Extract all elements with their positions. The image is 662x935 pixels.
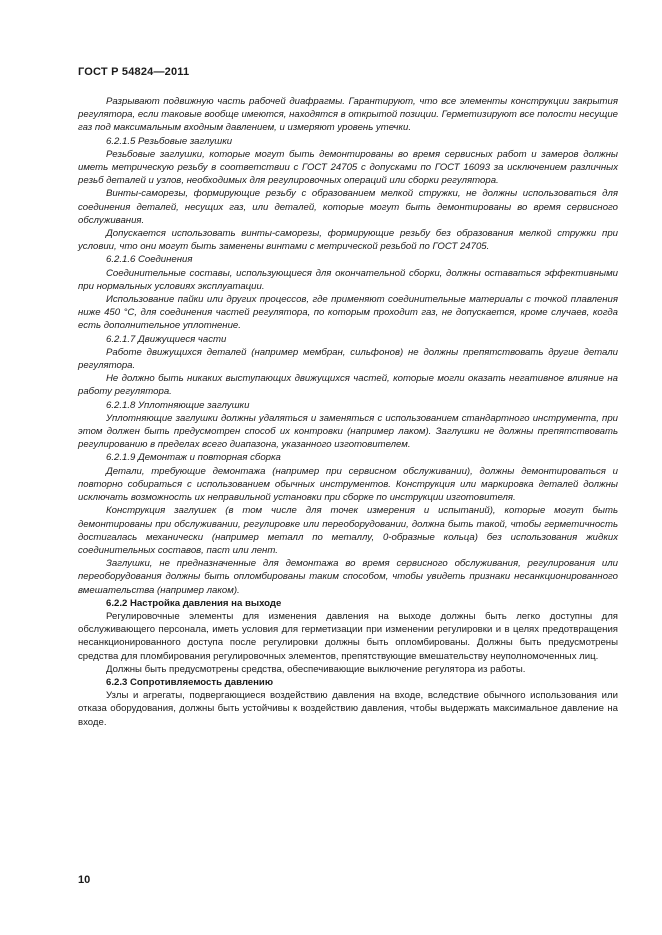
paragraph: Использование пайки или других процессов, где применяют соединительные материалы с точкой плавления ниже 450 °С, для соединения частей регулятора, по которым проходит газ, не допускается, кроме случаев, когда есть дополнительное уплотнение. <box>78 294 618 332</box>
subsection-heading: 6.2.1.8 Уплотняющие заглушки <box>106 399 250 411</box>
subsection-heading: 6.2.1.9 Демонтаж и повторная сборка <box>106 452 281 464</box>
paragraph: Работе движущихся деталей (например мембран, сильфонов) не должны препятствовать другие детали регулятора. <box>78 346 618 372</box>
standard-header: ГОСТ Р 54824—2011 <box>78 66 190 78</box>
paragraph: Регулировочные элементы для изменения давления на выходе должны быть легко доступны для обслуживающего персонала, иметь условия для герметизации при изменении регулировки и в целях предотвращения несанкционированного доступа после регулировки должны быть опломбированы. Должны быть предусмотрены средства для пломбирования регулировочных элементов, препятствующие вмешательству неуполномоченных лиц. <box>78 610 618 662</box>
subsection-heading: 6.2.1.7 Движущиеся части <box>106 333 227 345</box>
paragraph: Заглушки, не предназначенные для демонтажа во время сервисного обслуживания, регулирования или переоборудования должны быть опломбированы таким способом, чтобы увидеть признаки несанкционированного вмешательства (например лаком). <box>78 558 618 596</box>
paragraph: Уплотняющие заглушки должны удаляться и заменяться с использованием стандартного инструмента, при этом должен быть предусмотрен способ их контровки (например лаком). Заглушки не должны препятствовать регулированию в пределах всего диапазона, указанного изготовителем. <box>78 412 618 451</box>
section-heading: 6.2.3 Сопротивляемость давлению <box>106 676 274 688</box>
paragraph: Не должно быть никаких выступающих движущихся частей, которые могли оказать негативное влияние на работу регулятора. <box>78 373 618 398</box>
paragraph: Узлы и агрегаты, подвергающиеся воздействию давления на входе, вследствие обычного использования или отказа оборудования, должны быть устойчивы к воздействию давления, чтобы выдержать максимальное давление на входе. <box>78 690 618 728</box>
document-body <box>78 95 618 729</box>
paragraph: Должны быть предусмотрены средства, обеспечивающие выключение регулятора из работы. <box>106 663 526 675</box>
paragraph: Винты-саморезы, формирующие резьбу с образованием мелкой стружки, не должны использоваться для соединения деталей, несущих газ, или деталей, которые могут быть демонтированы во время сервисного обслуживания. <box>78 188 618 226</box>
section-heading: 6.2.2 Настройка давления на выходе <box>106 597 282 609</box>
page-number: 10 <box>78 874 91 886</box>
paragraph: Детали, требующие демонтажа (например при сервисном обслуживании), должны демонтироваться и повторно собираться с использованием обычных инструментов. Конструкция или маркировка деталей должны исключать возможность их неправильной установки при сборке по инструкции изготовителя. <box>78 465 618 504</box>
subsection-heading: 6.2.1.5 Резьбовые заглушки <box>106 135 233 147</box>
paragraph: Допускается использовать винты-саморезы, формирующие резьбу без образования мелкой стружки при условии, что они могут быть заменены винтами с метрической резьбой по ГОСТ 24705. <box>78 228 618 253</box>
paragraph: Разрывают подвижную часть рабочей диафрагмы. Гарантируют, что все элементы конструкции закрытия регулятора, если таковые вообще имеются, находятся в открытой позиции. Герметизируют все полости несущие газ под максимальным входным давлением, и измеряют уровень утечки. <box>78 96 618 134</box>
paragraph: Конструкция заглушек (в том числе для точек измерения и испытаний), которые могут быть демонтированы при обслуживании, регулировке или переоборудовании, должна быть такой, чтобы герметичность достигалась механически (например металл по металлу, 0-образные кольца) без использования жидких соединительных составов, паст или лент. <box>78 505 618 556</box>
paragraph: Соединительные составы, использующиеся для окончательной сборки, должны оставаться эффективными при нормальных условиях эксплуатации. <box>78 267 618 292</box>
subsection-heading: 6.2.1.6 Соединения <box>106 254 193 266</box>
paragraph: Резьбовые заглушки, которые могут быть демонтированы во время сервисных работ и замеров должны иметь метрическую резьбу в соответствии с ГОСТ 24705 с допусками по ГОСТ 16093 за исключением различных резьб деталей и узлов, необходимых для регулировочных операций или сборки регулятора. <box>78 148 618 187</box>
